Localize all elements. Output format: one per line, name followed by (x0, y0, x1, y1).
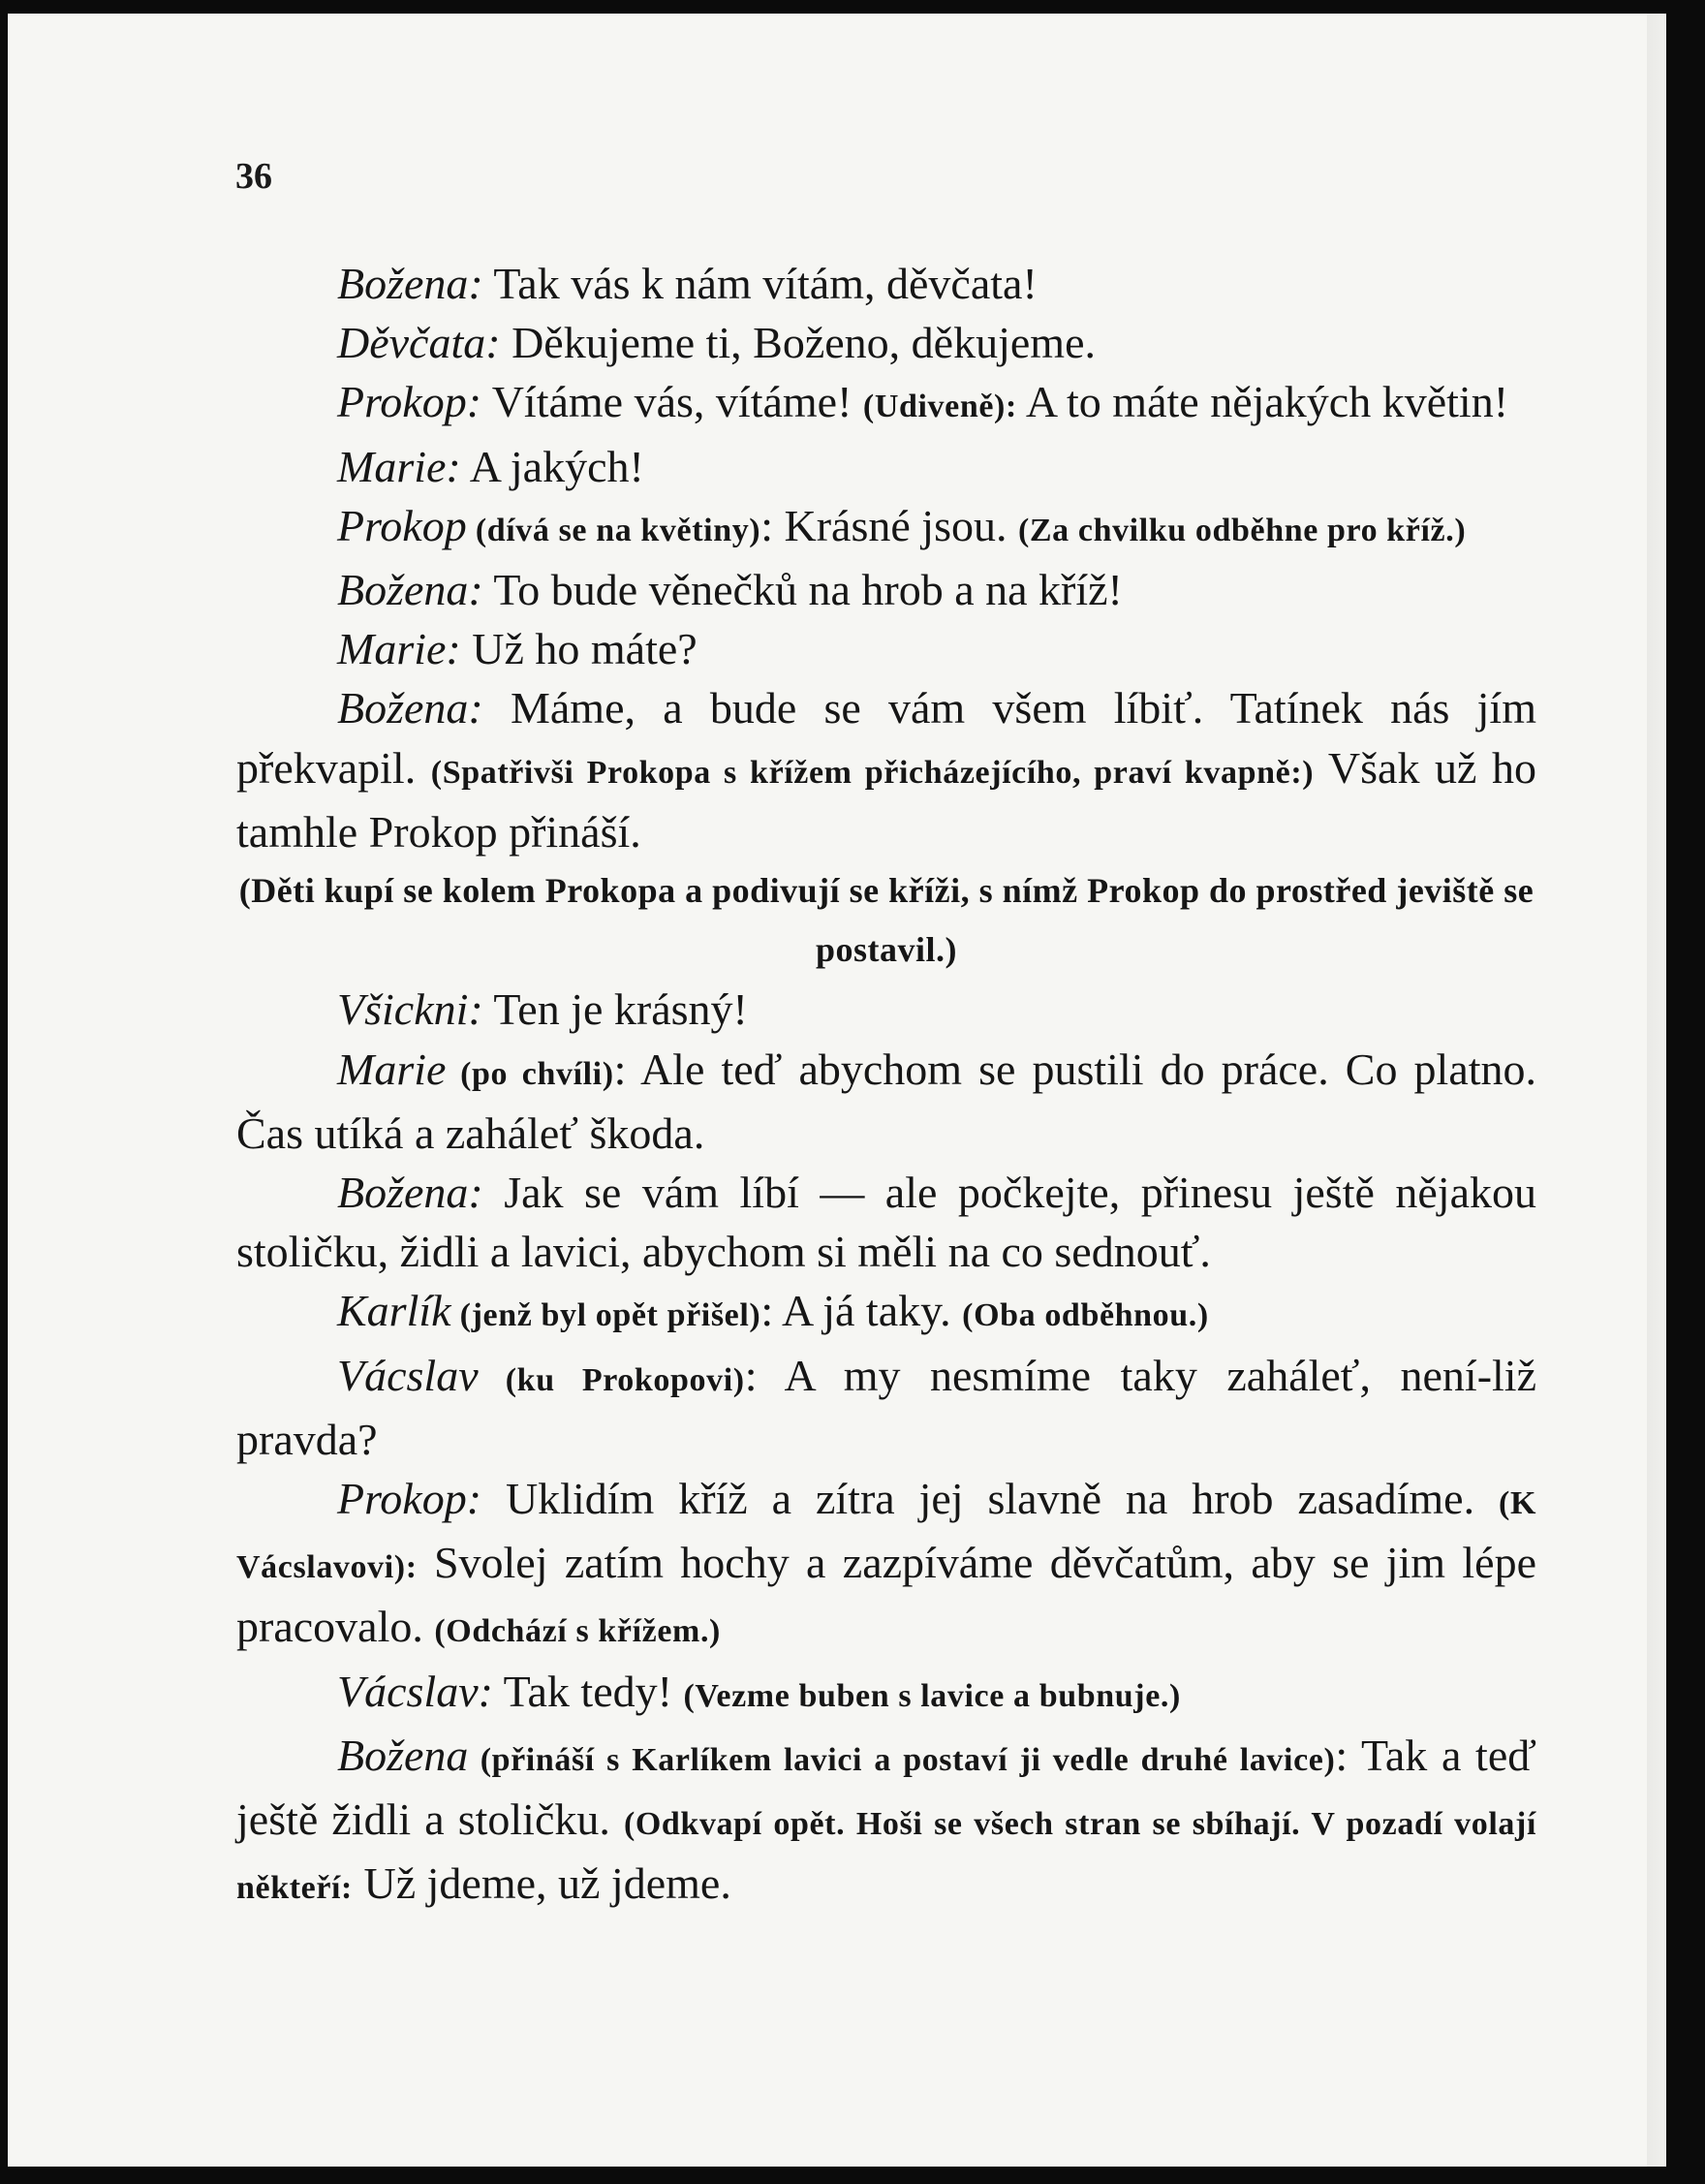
spoken-text: Už jdeme, už jdeme. (352, 1858, 731, 1909)
speaker-name: Božena: (337, 259, 483, 308)
dialogue-line (236, 1040, 1536, 1163)
spoken-text: Uklidím kříž a zítra jej slavně na hrob zasadíme. (481, 1474, 1500, 1524)
spoken-text: A to máte nějakých květin! (1016, 377, 1509, 427)
dialogue-line (236, 1346, 1536, 1469)
speaker-name: Prokop: (337, 377, 482, 427)
speaker-name: Vácslav (337, 1350, 479, 1400)
dialogue-line (236, 1163, 1536, 1281)
spoken-text: Máme, a bude se vám všem líbiť. Tatínek nás jím překvapil. (236, 683, 1536, 793)
spoken-text: : Ale teď abychom se pustili do práce. Co platno. Čas utíká a zaháleť škoda. (236, 1044, 1537, 1158)
dialogue-line (236, 437, 1536, 496)
spoken-text: : Krásné jsou. (760, 500, 1018, 550)
dialogue-line (236, 254, 1536, 313)
stage-direction: (Za chvilku odběhne pro kříž.) (1017, 512, 1467, 548)
spoken-text: Tak tedy! (492, 1666, 684, 1716)
dialogue-line (236, 560, 1536, 619)
spoken-text: Svolej zatím hochy a zazpíváme děvčatům, aby se jim lépe pracovalo. (236, 1538, 1536, 1652)
dialogue-line (236, 1281, 1536, 1345)
speaker-name: Prokop (337, 500, 467, 550)
stage-direction: (K Vácslavovi): (236, 1485, 1536, 1586)
stage-direction: (Odkvapí opět. Hoši se všech stran se sbíhají. V pozadí volají někteří: (236, 1806, 1536, 1907)
stage-direction-block: (Děti kupí se kolem Prokopa a podivují se kříži, s nímž Prokop do prostřed jeviště se postavil.) (238, 871, 1534, 970)
speaker-name: Božena: (337, 1168, 483, 1218)
stage-direction: (po chvíli) (446, 1055, 614, 1092)
spoken-text: Děkujeme ti, Boženo, děkujeme. (500, 318, 1096, 368)
spoken-text: : Tak a teď ještě židli a stoličku. (236, 1730, 1536, 1845)
spoken-text: Však už ho tamhle Prokop přináší. (236, 742, 1536, 857)
stage-direction: (Vezme buben s lavice a bubnuje.) (683, 1677, 1181, 1714)
speaker-name: Karlík (337, 1286, 451, 1336)
dialogue-line (236, 1726, 1536, 1919)
speaker-name: Marie (337, 1044, 447, 1094)
spoken-text: : A já taky. (760, 1286, 963, 1336)
dialogue-line (236, 372, 1536, 436)
speaker-name: Božena: (337, 565, 483, 615)
spoken-text: To bude věnečků na hrob a na kříž! (482, 565, 1123, 615)
spoken-text: Vítáme vás, vítáme! (481, 377, 863, 427)
speaker-name: Prokop: (337, 1474, 482, 1524)
speaker-name: Děvčata: (337, 318, 501, 368)
speaker-name: Božena: (337, 683, 483, 733)
spoken-text: Tak vás k nám vítám, děvčata! (482, 259, 1038, 308)
dialogue-line (236, 496, 1536, 560)
speaker-name: Božena (337, 1730, 469, 1780)
dialogue-line (236, 678, 1536, 861)
dialogue-line (236, 313, 1536, 372)
stage-direction: (Udiveně): (862, 389, 1017, 425)
spoken-text: Jak se vám líbí — ale počkejte, přinesu ještě nějakou stoličku, židli a lavici, abychom si měli na co sednouť. (236, 1168, 1536, 1277)
stage-direction: (dívá se na květiny) (466, 512, 761, 548)
speaker-name: Vácslav: (337, 1666, 493, 1716)
spoken-text: Ten je krásný! (482, 984, 748, 1035)
stage-direction: (ku Prokopovi) (478, 1361, 745, 1398)
stage-direction: (jenž byl opět přišel) (450, 1297, 761, 1334)
stage-direction: (Oba odběhnou.) (962, 1297, 1209, 1334)
play-text (236, 254, 1536, 1918)
spoken-text: : A my nesmíme taky zaháleť, není-liž pravda? (236, 1350, 1536, 1464)
spoken-text: Už ho máte? (460, 624, 698, 674)
dialogue-line (236, 619, 1536, 678)
dialogue-line (236, 1662, 1536, 1726)
page-edge-shadow (1647, 14, 1686, 2167)
dialogue-line (236, 980, 1536, 1039)
stage-direction: (přináší s Karlíkem lavici a postaví ji vedle druhé lavice) (468, 1741, 1336, 1778)
stage-direction: (Odchází s křížem.) (434, 1613, 721, 1650)
stage-direction: (Spatřivši Prokopa s křížem přicházejícího, praví kvapně:) (430, 754, 1315, 791)
speaker-name: Marie: (337, 441, 461, 491)
page-number: 36 (235, 156, 272, 197)
spoken-text: A jakých! (460, 441, 644, 491)
speaker-name: Marie: (337, 624, 461, 674)
speaker-name: Všickni: (337, 984, 483, 1035)
dialogue-line (236, 1469, 1536, 1662)
